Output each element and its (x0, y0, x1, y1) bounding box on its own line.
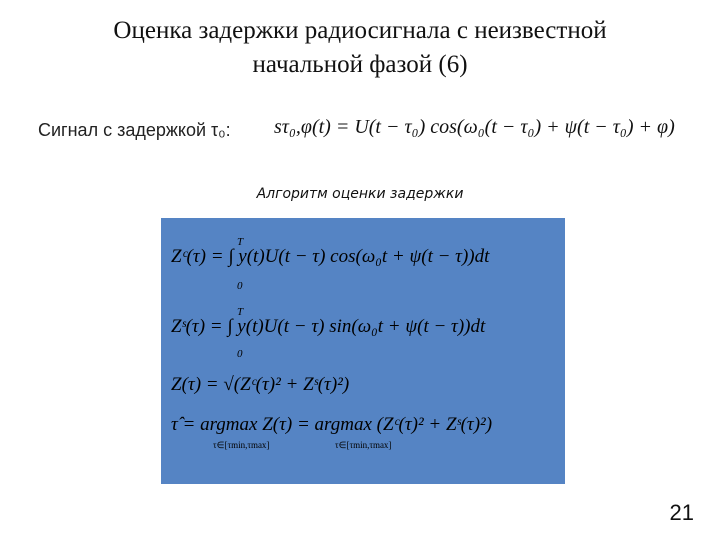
zc-upper-limit: T (237, 236, 244, 248)
algorithm-caption: Алгоритм оценки задержки (256, 186, 464, 202)
zc-lower-limit: 0 (237, 280, 243, 292)
page-number: 21 (669, 500, 694, 525)
equation-zc: Zᶜ(τ) = ∫ y(t)U(t − τ) cos(ω₀t + ψ(t − τ))dt (171, 246, 490, 267)
argmax-range-1: τ∈[τmin,τmax] (213, 440, 270, 450)
argmax-range-2: τ∈[τmin,τmax] (335, 440, 392, 450)
signal-label: Сигнал с задержкой τ₀: (38, 120, 231, 140)
equation-tau-hat: τ̂ = argmax Z(τ) = argmax (Zᶜ(τ)² + Zˢ(τ)²) (171, 414, 493, 435)
equation-z: Z(τ) = √(Zᶜ(τ)² + Zˢ(τ)²) (171, 374, 350, 395)
equation-zs: Zˢ(τ) = ∫ y(t)U(t − τ) sin(ω₀t + ψ(t − τ))dt (171, 316, 486, 337)
zs-lower-limit: 0 (237, 348, 243, 360)
zs-upper-limit: T (237, 306, 244, 318)
signal-definition (34, 116, 714, 166)
algorithm-panel (161, 218, 565, 484)
title-line-1: Оценка задержки радиосигнала с неизвестной (113, 17, 607, 44)
slide-title (60, 14, 660, 82)
title-line-2: начальной фазой (6) (252, 51, 468, 78)
signal-formula: sτ₀,φ(t) = U(t − τ₀) cos(ω₀(t − τ₀) + ψ(t − τ₀) + φ) (274, 116, 675, 138)
